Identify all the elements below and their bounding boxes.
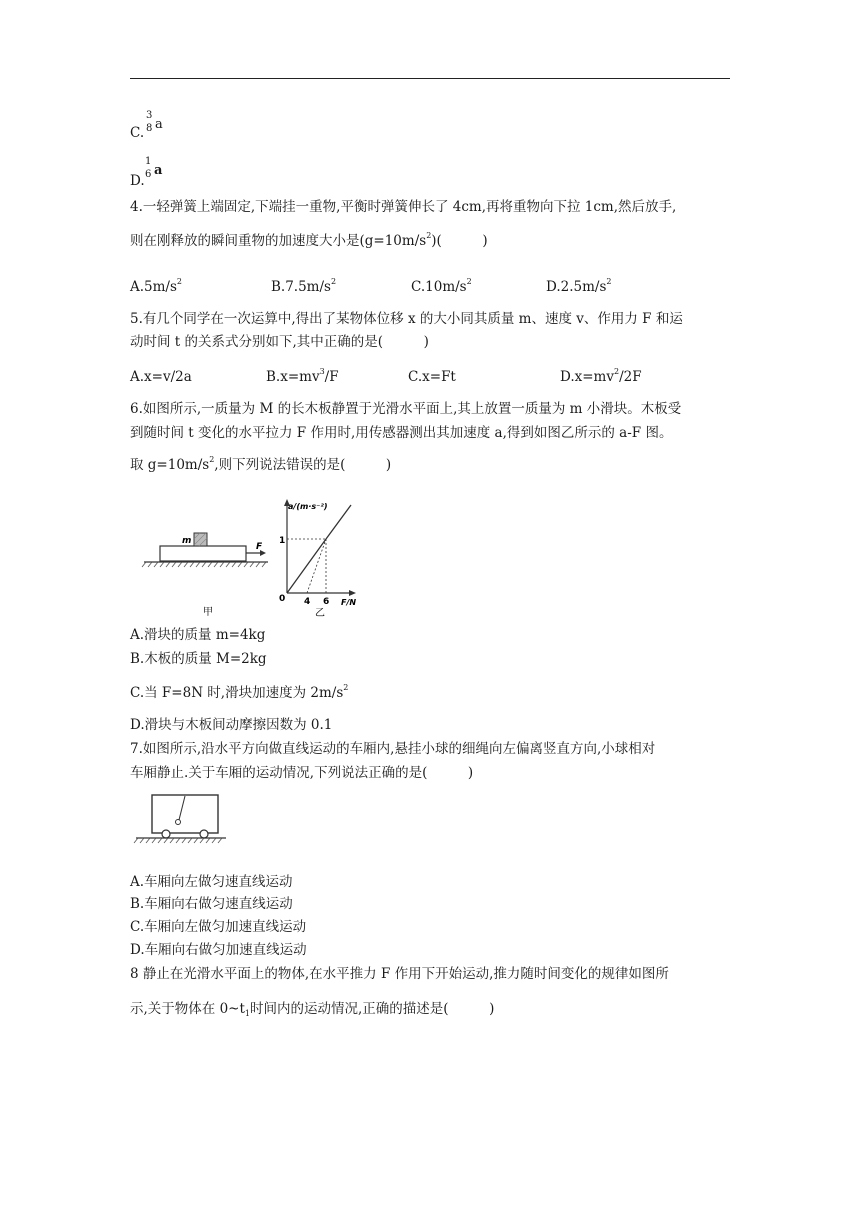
q4-option-d-exp: 2 <box>606 277 612 286</box>
q3-option-d-label: D. <box>130 173 145 189</box>
q5-option-b-main: B.x=mv <box>266 369 320 385</box>
q4-option-a-text: A.5m/s <box>130 279 177 295</box>
q4-text-line1: 4.一轻弹簧上端固定,下端挂一重物,平衡时弹簧伸长了 4cm,再将重物向下拉 1cm,然后放手, <box>130 199 677 215</box>
q5-option-b <box>266 368 339 386</box>
q6-tick-x1: 4 <box>304 597 311 607</box>
q8-text-line1: 8 静止在光滑水平面上的物体,在水平推力 F 作用下开始运动,推力随时间变化的规律如图所 <box>130 966 669 982</box>
q6-figure-yi <box>279 499 356 619</box>
q7-option-b: B.车厢向右做匀速直线运动 <box>130 896 293 912</box>
q7-wheel-right <box>200 830 208 838</box>
q4-option-d <box>546 278 611 296</box>
q6-tick-y: 1 <box>279 536 286 546</box>
q7-option-c: C.车厢向左做匀加速直线运动 <box>130 919 307 935</box>
q6-figure <box>140 495 380 620</box>
q6-slider-block <box>194 533 207 546</box>
q3-option-c-label: C. <box>130 125 145 141</box>
q3-option-c-variable: a <box>155 117 163 132</box>
q6-mass-label: m <box>182 536 192 546</box>
q6-caption-jia: 甲 <box>203 607 213 618</box>
header-rule <box>130 78 730 79</box>
q6-text-line3-main: 取 g=10m/s <box>130 457 210 473</box>
q4-bracket: )( ) <box>431 233 488 249</box>
q6-text-line2: 到随时间 t 变化的水平拉力 F 作用时,用传感器测出其加速度 a,得到如图乙所示的 a-F 图。 <box>130 425 673 441</box>
q4-option-b <box>271 278 336 296</box>
q7-wheel-left <box>162 830 170 838</box>
q6-text-line1: 6.如图所示,一质量为 M 的长木板静置于光滑水平面上,其上放置一质量为 m 小滑块。木板受 <box>130 401 682 417</box>
q5-option-c: C.x=Ft <box>408 369 456 385</box>
q5-option-d-exp: 2 <box>614 367 620 376</box>
q4-option-a-exp: 2 <box>176 277 183 286</box>
q7-ball <box>176 820 181 825</box>
q6-option-a: A.滑块的质量 m=4kg <box>130 627 266 643</box>
q4-exponent: 2 <box>426 231 432 240</box>
q6-dashed-slope <box>307 539 326 593</box>
q7-figure <box>130 793 230 849</box>
q6-option-b: B.木板的质量 M=2kg <box>130 651 267 667</box>
q5-option-d <box>560 368 642 386</box>
q6-force-label: F <box>256 542 263 552</box>
q8-subscript: 1 <box>244 1009 251 1018</box>
q4-option-c-text: C.10m/s <box>411 279 467 295</box>
q3-option-d-variable: a <box>154 163 163 178</box>
q7-text-line2: 车厢静止.关于车厢的运动情况,下列说法正确的是( ) <box>130 765 474 781</box>
q5-option-a: A.x=v/2a <box>130 369 192 385</box>
q4-text-line2 <box>130 232 488 250</box>
q6-origin-label: 0 <box>279 594 286 604</box>
q4-option-d-text: D.2.5m/s <box>546 279 607 295</box>
q7-text-line1: 7.如图所示,沿水平方向做直线运动的车厢内,悬挂小球的细绳向左偏离竖直方向,小球相对 <box>130 741 656 757</box>
q3-option-d <box>130 172 145 190</box>
q4-option-c-exp: 2 <box>466 277 472 286</box>
q6-caption-yi: 乙 <box>315 608 325 619</box>
q7-option-a: A.车厢向左做匀速直线运动 <box>130 874 293 890</box>
q3-option-c <box>130 124 144 142</box>
q7-option-d: D.车厢向右做匀加速直线运动 <box>130 942 307 958</box>
q6-text-line3 <box>130 456 391 474</box>
q3-option-c-fraction <box>146 111 152 134</box>
q6-graph-line-1 <box>287 539 326 593</box>
q6-exponent: 2 <box>209 455 215 464</box>
q7-carriage <box>152 795 218 833</box>
q4-option-b-text: B.7.5m/s <box>271 279 331 295</box>
q5-option-b-exp: 3 <box>319 367 325 376</box>
q6-tick-x2: 6 <box>323 597 330 607</box>
q3-option-c-numerator: 3 <box>146 110 153 121</box>
q6-option-d: D.滑块与木板间动摩擦因数为 0.1 <box>130 717 333 733</box>
q3-option-d-fraction <box>145 157 151 180</box>
q5-option-d-main: D.x=mv <box>560 369 614 385</box>
q6-option-c-main: C.当 F=8N 时,滑块加速度为 2m/s <box>130 685 344 701</box>
q6-graph-line-2 <box>326 505 351 539</box>
q4-text-line2-main: 则在刚释放的瞬间重物的加速度大小是(g=10m/s <box>130 233 427 249</box>
q6-y-axis-label: a/(m·s⁻²) <box>288 502 328 511</box>
q3-option-d-denominator: 6 <box>145 169 152 180</box>
q8-text-line2-main: 示,关于物体在 0~t <box>130 1001 245 1017</box>
q6-bracket: ,则下列说法错误的是( ) <box>214 457 392 473</box>
q4-option-b-exp: 2 <box>330 277 337 286</box>
q3-option-d-numerator: 1 <box>145 156 152 167</box>
q3-option-c-denominator: 8 <box>146 123 153 134</box>
q5-text-line2: 动时间 t 的关系式分别如下,其中正确的是( ) <box>130 334 429 350</box>
q5-text-line1: 5.有几个同学在一次运算中,得出了某物体位移 x 的大小同其质量 m、速度 v、作用力 F 和运 <box>130 311 683 327</box>
q5-option-b-tail: /F <box>324 369 339 385</box>
q5-option-d-tail: /2F <box>619 369 642 385</box>
q6-x-axis-label: F/N <box>341 598 357 607</box>
q4-option-a <box>130 278 182 296</box>
q8-text-line2-tail: 时间内的运动情况,正确的描述是( ) <box>250 1001 495 1017</box>
q8-text-line2 <box>130 1000 494 1018</box>
q4-option-c <box>411 278 472 296</box>
q6-long-board <box>160 546 246 561</box>
q6-option-c-exp: 2 <box>343 683 349 692</box>
q6-figure-jia <box>142 533 268 618</box>
q6-option-c <box>130 684 348 702</box>
